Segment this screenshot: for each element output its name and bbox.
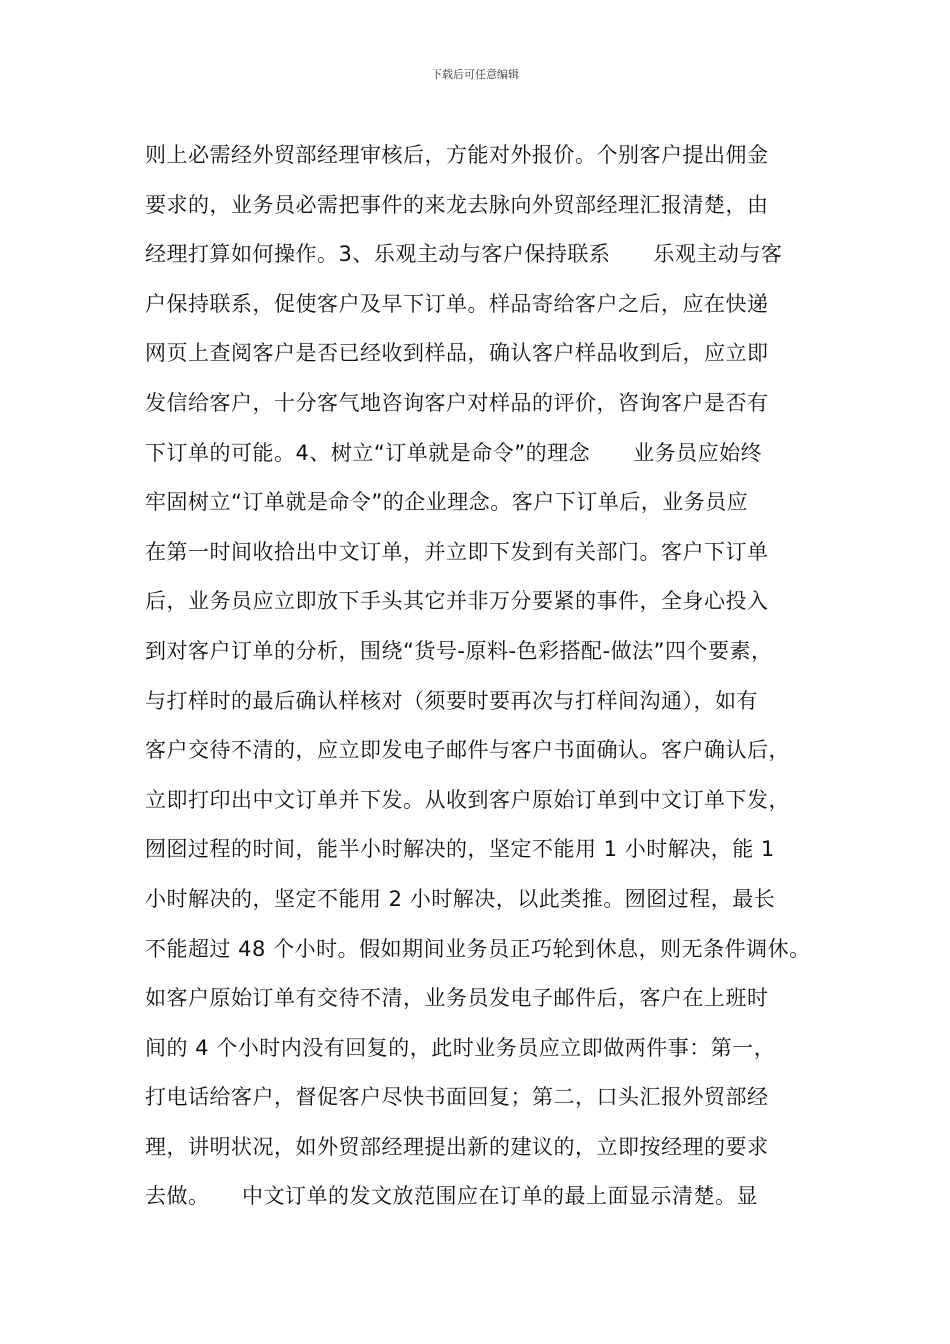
text-line: 到对客户订单的分析，围绕“货号-原料-色彩搭配-做法”四个要素， (145, 638, 773, 663)
text-line: 理，讲明状况，如外贸部经理提出新的建议的，立即按经理的要求 (145, 1134, 769, 1159)
text-line: 经理打算如何操作。3、乐观主动与客户保持联系 乐观主动与客 (145, 242, 783, 267)
text-line: 发信给客户，十分客气地咨询客户对样品的评价，咨询客户是否有 (145, 390, 769, 415)
text-line: 囫囵过程的时间，能半小时解决的，坚定不能用 1 小时解决，能 1 (145, 837, 775, 862)
text-line: 客户交待不清的，应立即发电子邮件与客户书面确认。客户确认后， (145, 738, 790, 763)
text-line: 间的 4 个小时内没有回复的，此时业务员应立即做两件事：第一， (145, 1035, 776, 1060)
text-line: 如客户原始订单有交待不清，业务员发电子邮件后，客户在上班时 (145, 986, 769, 1011)
body-text (145, 131, 835, 1222)
text-line: 下订单的可能。4、树立“订单就是命令”的理念 业务员应始终 (145, 440, 763, 465)
text-line: 小时解决的，坚定不能用 2 小时解决，以此类推。囫囵过程，最长 (145, 886, 776, 911)
text-line: 网页上查阅客户是否已经收到样品，确认客户样品收到后，应立即 (145, 341, 769, 366)
text-line: 立即打印出中文订单并下发。从收到客户原始订单到中文订单下发， (145, 787, 790, 812)
text-line: 则上必需经外贸部经理审核后，方能对外报价。个别客户提出佣金 (145, 143, 769, 167)
text-line: 后，业务员应立即放下手头其它并非万分要紧的事件，全身心投入 (145, 589, 769, 614)
text-line: 要求的，业务员必需把事件的来龙去脉向外贸部经理汇报清楚，由 (145, 192, 769, 217)
text-line: 打电话给客户，督促客户尽快书面回复；第二，口头汇报外贸部经 (145, 1085, 769, 1110)
text-line: 与打样时的最后确认样核对（须要时要再次与打样间沟通），如有 (145, 688, 758, 713)
text-line: 在第一时间收拾出中文订单，并立即下发到有关部门。客户下订单 (145, 539, 769, 564)
text-line: 去做。 中文订单的发文放范围应在订单的最上面显示清楚。显 (145, 1184, 758, 1209)
text-line: 不能超过 48 个小时。假如期间业务员正巧轮到休息，则无条件调休。 (145, 936, 811, 961)
page-header: 下载后可任意编辑 (431, 68, 519, 81)
text-line: 牢固树立“订单就是命令”的企业理念。客户下订单后，业务员应 (145, 490, 749, 515)
text-line: 户保持联系，促使客户及早下订单。样品寄给客户之后，应在快递 (145, 291, 769, 316)
